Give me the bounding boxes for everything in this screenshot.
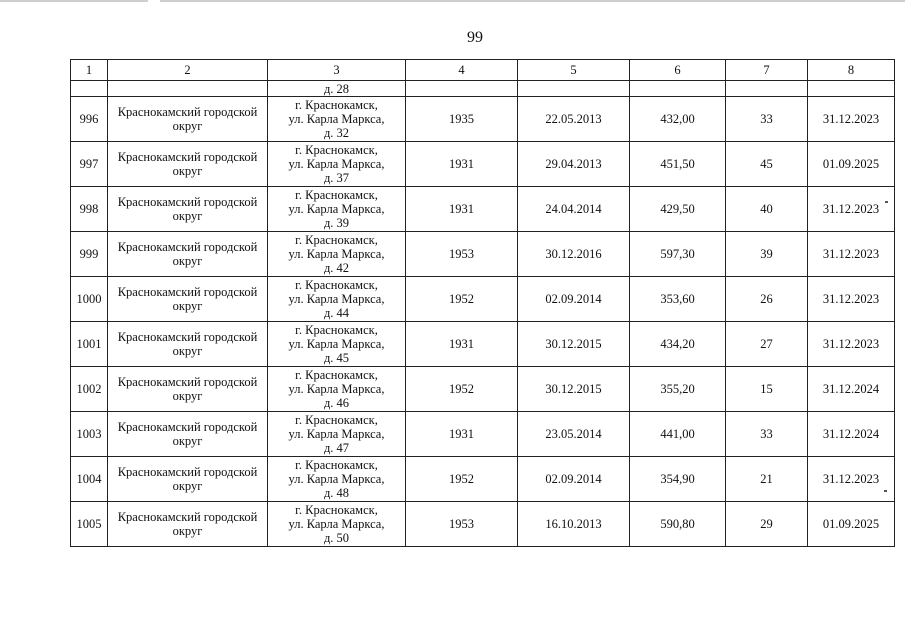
area-cell: 597,30 — [630, 232, 726, 277]
table-cell — [518, 81, 630, 97]
address-street: ул. Карла Маркса, — [288, 112, 385, 126]
column-header: 2 — [108, 60, 268, 81]
table-row — [71, 412, 895, 457]
date-cell: 02.09.2014 — [518, 277, 630, 322]
address-city: г. Краснокамск, — [295, 368, 378, 382]
scan-edge — [0, 0, 905, 2]
count-cell: 15 — [726, 367, 808, 412]
column-header: 6 — [630, 60, 726, 81]
row-number: 996 — [71, 97, 108, 142]
address-cell — [268, 142, 406, 187]
address-house: д. 46 — [323, 396, 350, 410]
municipality-cell: Краснокамский городской округ — [108, 232, 268, 277]
address-city: г. Краснокамск, — [295, 233, 378, 247]
row-number: 1003 — [71, 412, 108, 457]
address-cell — [268, 412, 406, 457]
address-street: ул. Карла Маркса, — [288, 427, 385, 441]
area-cell: 590,80 — [630, 502, 726, 547]
year-cell: 1931 — [406, 142, 518, 187]
municipality-cell: Краснокамский городской округ — [108, 412, 268, 457]
date-cell: 30.12.2015 — [518, 322, 630, 367]
scan-speck — [884, 490, 887, 492]
continuation-address: д. 28 — [268, 81, 406, 97]
year-cell: 1953 — [406, 502, 518, 547]
column-header: 1 — [71, 60, 108, 81]
table-cell — [808, 81, 895, 97]
year-cell: 1935 — [406, 97, 518, 142]
address-street: ул. Карла Маркса, — [288, 292, 385, 306]
table-body — [71, 81, 895, 547]
column-header: 8 — [808, 60, 895, 81]
table-row — [71, 97, 895, 142]
date-cell: 30.12.2016 — [518, 232, 630, 277]
area-cell: 355,20 — [630, 367, 726, 412]
address-street: ул. Карла Маркса, — [288, 202, 385, 216]
address-house: д. 42 — [323, 261, 350, 275]
address-cell — [268, 502, 406, 547]
address-house: д. 44 — [323, 306, 350, 320]
continuation-row — [71, 81, 895, 97]
table-row — [71, 142, 895, 187]
deadline-cell: 31.12.2023 — [808, 277, 895, 322]
address-cell — [268, 322, 406, 367]
date-cell: 22.05.2013 — [518, 97, 630, 142]
address-city: г. Краснокамск, — [295, 98, 378, 112]
table-cell — [726, 81, 808, 97]
date-cell: 23.05.2014 — [518, 412, 630, 457]
column-number-row — [71, 60, 895, 81]
deadline-cell: 01.09.2025 — [808, 142, 895, 187]
count-cell: 21 — [726, 457, 808, 502]
municipality-cell: Краснокамский городской округ — [108, 457, 268, 502]
date-cell: 16.10.2013 — [518, 502, 630, 547]
table-cell — [406, 81, 518, 97]
deadline-cell: 31.12.2023 — [808, 322, 895, 367]
address-house: д. 50 — [323, 531, 350, 545]
table-row — [71, 277, 895, 322]
area-cell: 354,90 — [630, 457, 726, 502]
table-row — [71, 187, 895, 232]
address-street: ул. Карла Маркса, — [288, 337, 385, 351]
table-cell — [630, 81, 726, 97]
deadline-cell: 31.12.2023 — [808, 97, 895, 142]
address-city: г. Краснокамск, — [295, 323, 378, 337]
address-cell — [268, 277, 406, 322]
row-number: 997 — [71, 142, 108, 187]
address-city: г. Краснокамск, — [295, 188, 378, 202]
area-cell: 441,00 — [630, 412, 726, 457]
address-house: д. 48 — [323, 486, 350, 500]
year-cell: 1931 — [406, 322, 518, 367]
address-city: г. Краснокамск, — [295, 413, 378, 427]
count-cell: 33 — [726, 97, 808, 142]
deadline-cell: 31.12.2023 — [808, 457, 895, 502]
count-cell: 26 — [726, 277, 808, 322]
address-city: г. Краснокамск, — [295, 458, 378, 472]
address-street: ул. Карла Маркса, — [288, 247, 385, 261]
row-number: 1001 — [71, 322, 108, 367]
municipality-cell: Краснокамский городской округ — [108, 187, 268, 232]
table-cell — [108, 81, 268, 97]
deadline-cell: 31.12.2024 — [808, 367, 895, 412]
address-cell — [268, 457, 406, 502]
housing-registry-table — [70, 59, 895, 547]
municipality-cell: Краснокамский городской округ — [108, 97, 268, 142]
address-cell — [268, 97, 406, 142]
year-cell: 1953 — [406, 232, 518, 277]
row-number: 1000 — [71, 277, 108, 322]
date-cell: 02.09.2014 — [518, 457, 630, 502]
address-street: ул. Карла Маркса, — [288, 382, 385, 396]
area-cell: 429,50 — [630, 187, 726, 232]
area-cell: 451,50 — [630, 142, 726, 187]
area-cell: 353,60 — [630, 277, 726, 322]
year-cell: 1952 — [406, 277, 518, 322]
count-cell: 40 — [726, 187, 808, 232]
table-cell — [71, 81, 108, 97]
address-cell — [268, 232, 406, 277]
table-row — [71, 502, 895, 547]
column-header: 4 — [406, 60, 518, 81]
municipality-cell: Краснокамский городской округ — [108, 277, 268, 322]
address-house: д. 45 — [323, 351, 350, 365]
count-cell: 45 — [726, 142, 808, 187]
municipality-cell: Краснокамский городской округ — [108, 502, 268, 547]
municipality-cell: Краснокамский городской округ — [108, 367, 268, 412]
year-cell: 1931 — [406, 412, 518, 457]
address-house: д. 37 — [323, 171, 350, 185]
address-city: г. Краснокамск, — [295, 278, 378, 292]
address-street: ул. Карла Маркса, — [288, 517, 385, 531]
year-cell: 1931 — [406, 187, 518, 232]
deadline-cell: 31.12.2023 — [808, 232, 895, 277]
address-cell — [268, 187, 406, 232]
address-street: ул. Карла Маркса, — [288, 472, 385, 486]
count-cell: 27 — [726, 322, 808, 367]
address-city: г. Краснокамск, — [295, 503, 378, 517]
date-cell: 30.12.2015 — [518, 367, 630, 412]
area-cell: 434,20 — [630, 322, 726, 367]
table-row — [71, 322, 895, 367]
deadline-cell: 31.12.2024 — [808, 412, 895, 457]
address-house: д. 32 — [323, 126, 350, 140]
scan-speck — [885, 201, 888, 203]
column-header: 7 — [726, 60, 808, 81]
count-cell: 39 — [726, 232, 808, 277]
row-number: 1005 — [71, 502, 108, 547]
address-cell — [268, 367, 406, 412]
table-row — [71, 457, 895, 502]
date-cell: 29.04.2013 — [518, 142, 630, 187]
deadline-cell: 31.12.2023 — [808, 187, 895, 232]
row-number: 1002 — [71, 367, 108, 412]
municipality-cell: Краснокамский городской округ — [108, 322, 268, 367]
column-header: 5 — [518, 60, 630, 81]
table-row — [71, 232, 895, 277]
address-house: д. 47 — [323, 441, 350, 455]
table-row — [71, 367, 895, 412]
count-cell: 33 — [726, 412, 808, 457]
address-city: г. Краснокамск, — [295, 143, 378, 157]
row-number: 999 — [71, 232, 108, 277]
deadline-cell: 01.09.2025 — [808, 502, 895, 547]
date-cell: 24.04.2014 — [518, 187, 630, 232]
municipality-cell: Краснокамский городской округ — [108, 142, 268, 187]
column-header: 3 — [268, 60, 406, 81]
row-number: 998 — [71, 187, 108, 232]
count-cell: 29 — [726, 502, 808, 547]
year-cell: 1952 — [406, 367, 518, 412]
page-number: 99 — [467, 29, 483, 46]
area-cell: 432,00 — [630, 97, 726, 142]
year-cell: 1952 — [406, 457, 518, 502]
row-number: 1004 — [71, 457, 108, 502]
address-street: ул. Карла Маркса, — [288, 157, 385, 171]
address-house: д. 39 — [323, 216, 350, 230]
